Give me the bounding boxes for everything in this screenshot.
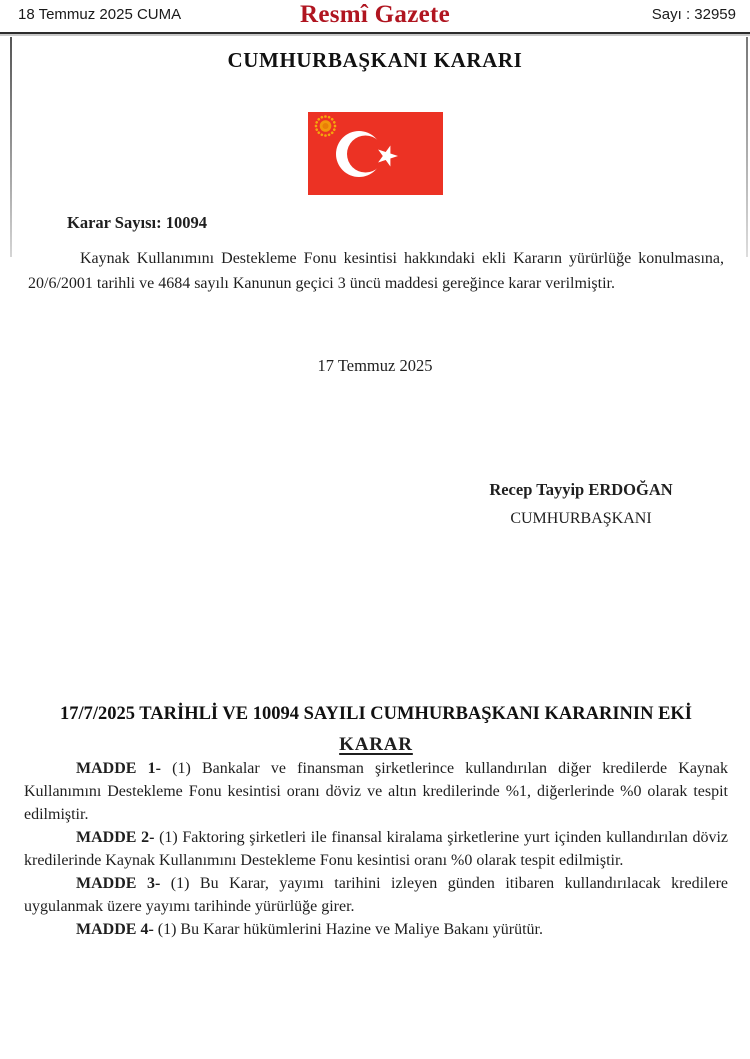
article-4-label: MADDE 4- (76, 921, 154, 938)
article-1 (24, 757, 728, 826)
annex-heading: KARAR (339, 734, 413, 755)
annex-title: 17/7/2025 TARİHLİ VE 10094 SAYILI CUMHURBAŞKANI KARARININ EKİ (59, 704, 693, 724)
article-4-text: (1) Bu Karar hükümlerini Hazine ve Maliye Bakanı yürütür. (157, 921, 543, 938)
header-rule (0, 32, 750, 34)
article-2 (24, 826, 728, 872)
article-2-text: (1) Faktoring şirketleri ile finansal kiralama şirketlerine yurt içinden kullandırılan döviz kredilerinde Kaynak Kullanımını Destekleme Fonu kesintisi oranı %0 olarak tespit edilmiştir. (24, 829, 729, 869)
signature-name: Recep Tayyip ERDOĞAN (489, 480, 673, 499)
article-4 (24, 918, 728, 941)
gazette-masthead: Resmî Gazete (299, 1, 451, 28)
decree-number: Karar Sayısı: 10094 (67, 213, 207, 232)
article-3 (24, 872, 728, 918)
article-2-label: MADDE 2- (76, 829, 155, 846)
annex-section (24, 702, 728, 941)
header-date: 18 Temmuz 2025 CUMA (18, 6, 182, 23)
signature-title: CUMHURBAŞKANI (510, 510, 652, 527)
article-3-text: (1) Bu Karar, yayımı tarihini izleyen günden itibaren kullandırılacak kredilere uygulanmak üzere yayımı tarihinde yürürlüğe girer. (24, 875, 728, 915)
decision-date: 17 Temmuz 2025 (317, 356, 433, 375)
issue-number: Sayı : 32959 (651, 6, 736, 23)
signature-block (436, 478, 726, 531)
turkish-presidential-flag-icon (308, 112, 443, 195)
article-1-text: (1) Bankalar ve finansman şirketlerince kullandırılan diğer kredilerde Kaynak Kullanımını Destekleme Fonu kesintisi oranı döviz ve altın kredilerinde %1, diğerlerinde %0 olarak tespit edilmiştir. (24, 760, 729, 823)
decree-intro-paragraph: Kaynak Kullanımını Destekleme Fonu kesintisi hakkındaki ekli Kararın yürürlüğe konulmasına, 20/6/2001 tarihli ve 4684 sayılı Kanunun geçici 3 üncü maddesi gereğince karar verilmiştir. (28, 250, 724, 292)
page-title: CUMHURBAŞKANI KARARI (227, 48, 523, 72)
article-3-label: MADDE 3- (76, 875, 161, 892)
article-1-label: MADDE 1- (76, 760, 161, 777)
